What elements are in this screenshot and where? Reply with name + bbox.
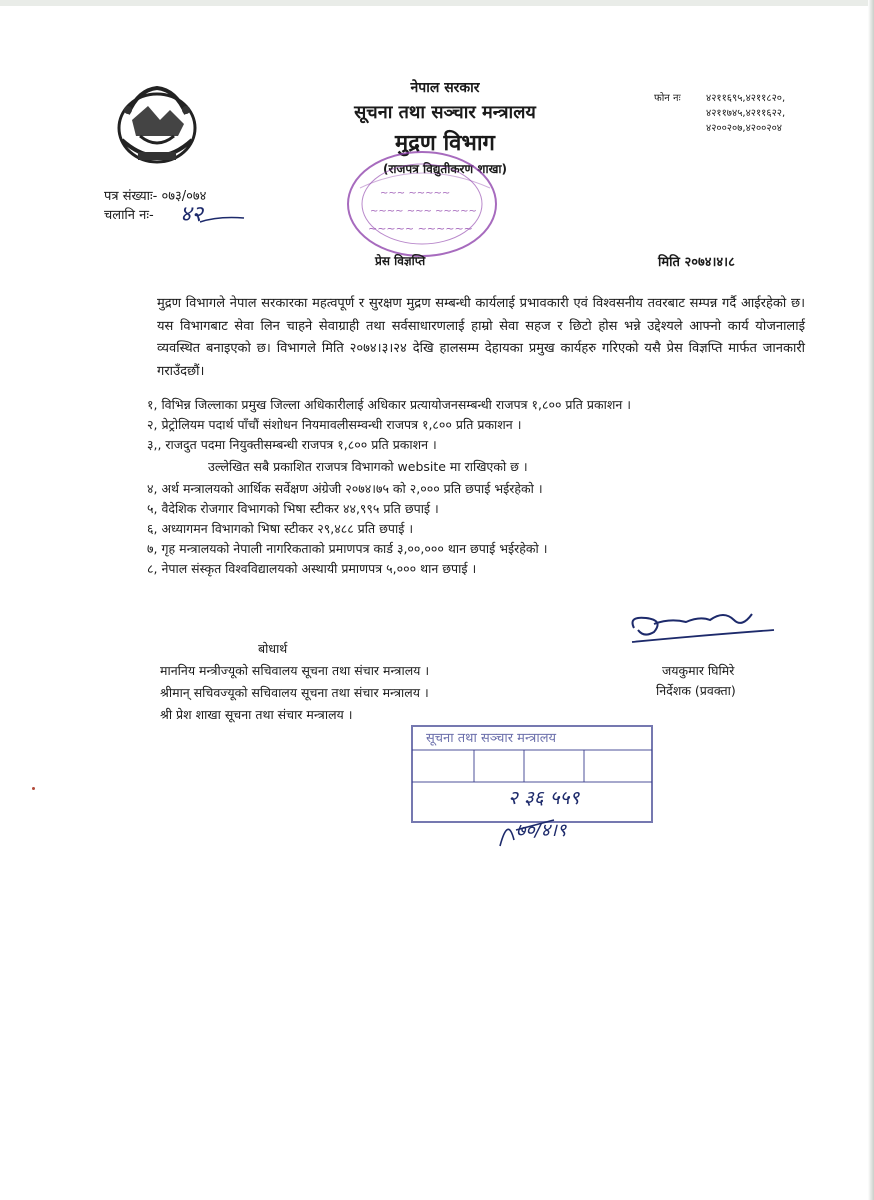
phone-line: ४२००२०७,४२००२०४ (706, 123, 782, 134)
list-item: १, विभिन्न जिल्लाका प्रमुख जिल्ला अधिकारीलाई अधिकार प्रत्यायोजनसम्बन्धी राजपत्र १,८०० प्रति प्रकाशन । (147, 397, 631, 412)
document-date: मिति २०७४।४।८ (658, 255, 735, 270)
list-item: ३,, राजदुत पदमा नियुक्तीसम्बन्धी राजपत्र १,८०० प्रति प्रकाशन । (147, 437, 437, 452)
nepal-emblem-icon (108, 80, 206, 170)
cc-title: बोधार्थ (258, 641, 288, 656)
reg-stamp-handwritten: ७०/४।९ (516, 820, 567, 841)
svg-text:~~~ ~~~~~: ~~~ ~~~~~ (380, 188, 451, 199)
chalani-number: ४२ (180, 202, 203, 227)
body-paragraph: मुद्रण विभागले नेपाल सरकारका महत्वपूर्ण र सुरक्षण मुद्रण सम्बन्धी कार्यलाई प्रभावकारी एवं विश्वसनीय तवरबाट सम्पन्न गर्दै आईरहेको छ। यस विभागबाट सेवा लिन चाहने सेवाग्राही तथा सर्वसाधारणलाई हाम्रो सेवा सहज र छिटो होस भन्ने उद्देश्यले आफ्नो कार्य योजनालाई व्यवस्थित बनाइएको छ। विभागले मिति २०७४।३।२४ देखि हालसम्म देहायका प्रमुख कार्यहरु गरिएको यसै प्रेस विज्ञप्ति मार्फत जानकारी गराउँदछौं। (157, 296, 805, 379)
scan-speck (32, 787, 35, 790)
director-signature-icon (624, 598, 780, 650)
chalani-underline (198, 208, 248, 228)
phone-label: फोन नः (654, 93, 681, 104)
list-item: २, प्रेट्रोलियम पदार्थ पाँचौं संशोधन नियमावलीसम्वन्धी राजपत्र १,८०० प्रति प्रकाशन । (147, 417, 522, 432)
header-government: नेपाल सरकार (410, 80, 480, 96)
chalani-label: चलानि नः- (104, 208, 154, 223)
press-release-title: प्रेस विज्ञप्ति (375, 254, 426, 268)
header-ministry: सूचना तथा सञ्चार मन्त्रालय (354, 102, 536, 123)
reg-stamp-header: सूचना तथा सञ्चार मन्त्रालय (426, 731, 557, 746)
list-item: ८, नेपाल संस्कृत विश्वविद्यालयको अस्थायी प्रमाणपत्र ५,००० थान छपाई । (147, 561, 477, 576)
registration-stamp (404, 720, 658, 850)
phone-line: ४२११७४५,४२११६२२, (706, 108, 786, 119)
phone-line: ४२११६९५,४२११८२०, (706, 93, 786, 104)
scan-edge-right (868, 0, 874, 1200)
cc-line: श्रीमान् सचिवज्यूको सचिवालय सूचना तथा संचार मन्त्रालय । (160, 685, 429, 700)
list-item: ६, अध्यागमन विभागको भिषा स्टीकर २९,४८८ प्रति छपाई । (147, 521, 414, 536)
header-section: (राजपत्र विद्युतीकरण शाखा) (383, 162, 507, 176)
svg-text:~~~~~ ~~~~~~: ~~~~~ ~~~~~~ (368, 222, 473, 235)
header-department: मुद्रण विभाग (395, 131, 495, 156)
list-item: ५, वैदेशिक रोजगार विभागको भिषा स्टीकर ४४,९९५ प्रति छपाई । (147, 501, 439, 516)
signatory-title: निर्देशक (प्रवक्ता) (656, 683, 736, 698)
website-note: उल्लेखित सबै प्रकाशित राजपत्र विभागको website मा राखिएको छ । (208, 459, 528, 474)
scan-edge-top (0, 0, 874, 6)
reg-stamp-number: २ ३६ ५५९ (508, 787, 580, 809)
list-item: ७, गृह मन्त्रालयको नेपाली नागरिकताको प्रमाणपत्र कार्ड ३,००,००० थान छपाई भईरहेको । (147, 541, 548, 556)
patra-sankhya: पत्र संख्याः- ०७३/०७४ (104, 189, 207, 204)
svg-text:~~~~ ~~~ ~~~~~: ~~~~ ~~~ ~~~~~ (370, 206, 477, 217)
department-round-stamp (340, 148, 500, 266)
cc-line: श्री प्रेश शाखा सूचना तथा संचार मन्त्रालय । (160, 707, 353, 722)
cc-line: माननिय मन्त्रीज्यूको सचिवालय सूचना तथा संचार मन्त्रालय । (160, 663, 430, 678)
signatory-name: जयकुमार घिमिरे (662, 663, 735, 678)
list-item: ४, अर्थ मन्त्रालयको आर्थिक सर्वेक्षण अंग्रेजी २०७४।७५ को २,००० प्रति छपाई भईरहेको । (147, 481, 543, 496)
